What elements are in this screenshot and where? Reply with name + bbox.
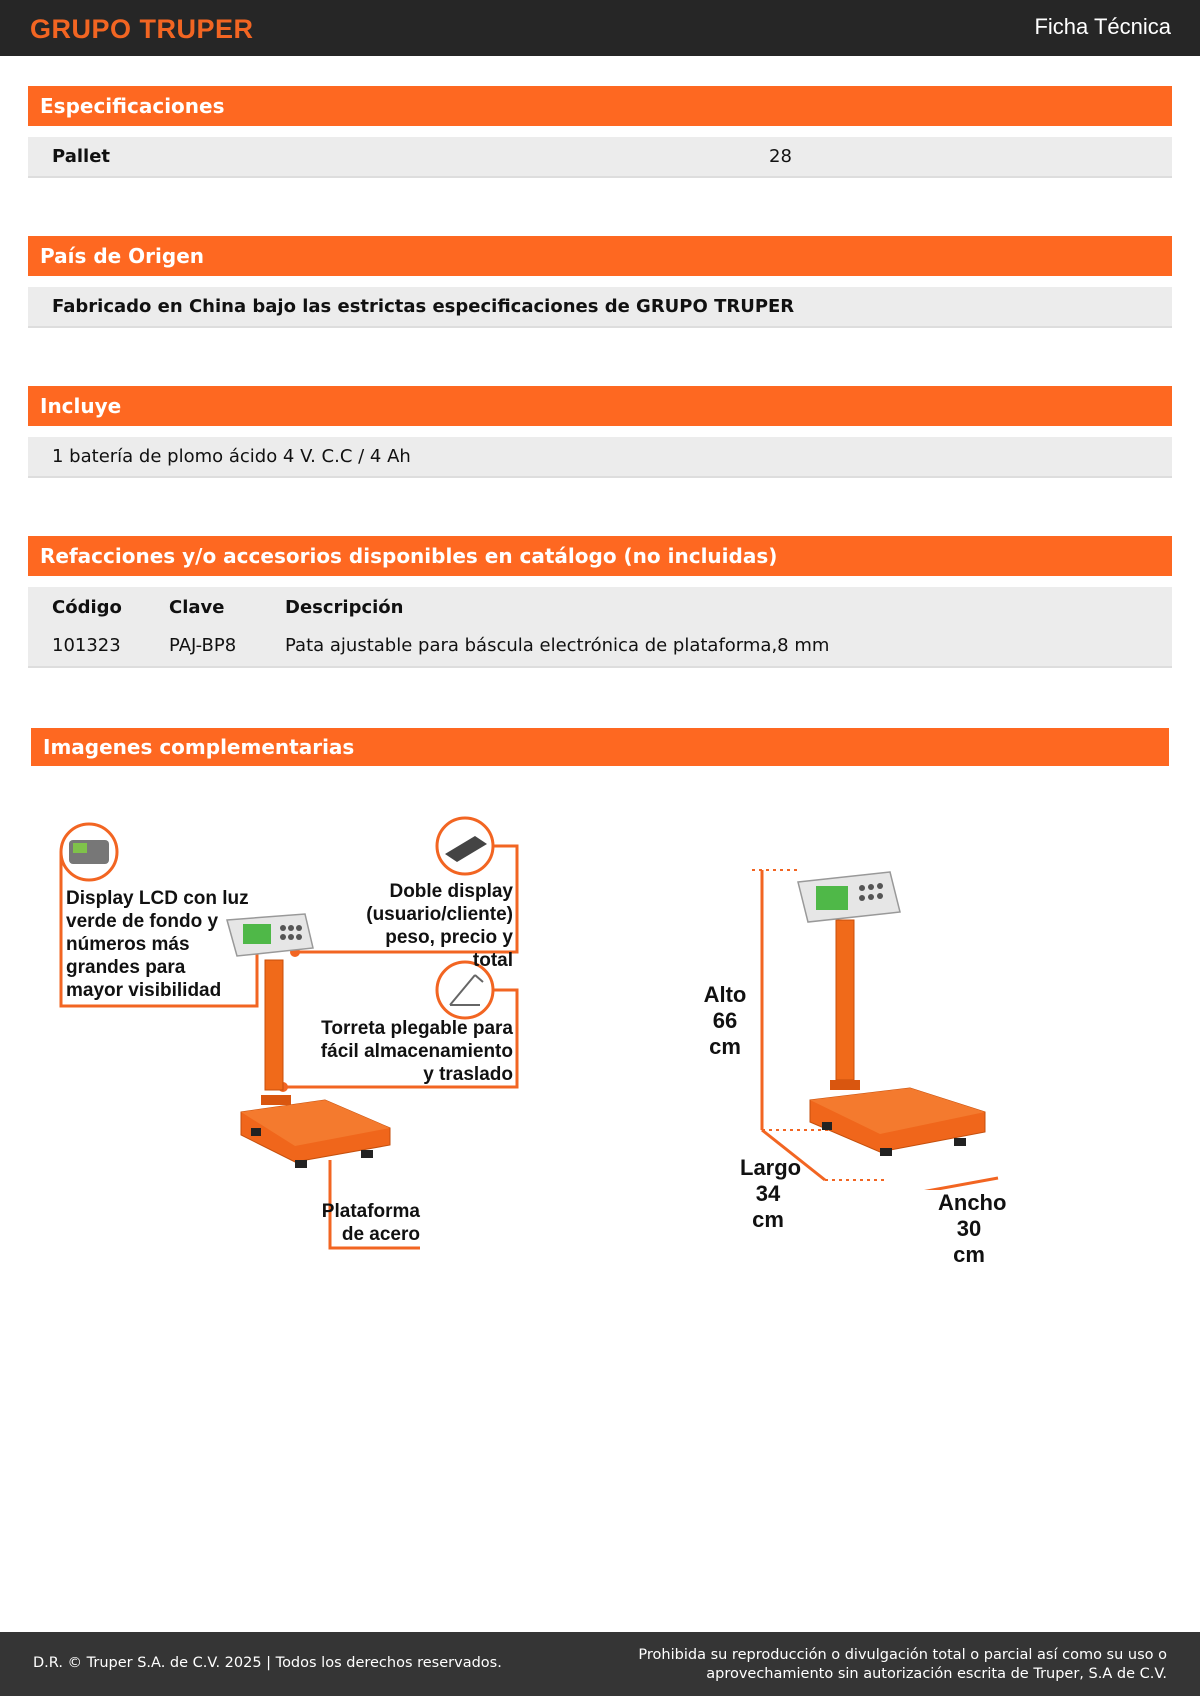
callout-line: Doble display [389, 881, 513, 902]
brand-logo: GRUPO TRUPER [30, 14, 254, 44]
callout-display-lcd [66, 887, 249, 1002]
refacciones-table [28, 587, 1172, 668]
spec-value: 28 [769, 146, 792, 167]
row-clave: PAJ-BP8 [169, 635, 237, 656]
dimension-label: Largo [740, 1155, 802, 1180]
footer-legal-line: Prohibida su reproducción o divulgación total o parcial así como su uso o [638, 1647, 1167, 1663]
callout-doble-display [350, 880, 513, 972]
footer [0, 1632, 1200, 1696]
top-bar [0, 0, 1200, 56]
section-imagenes-header: Imagenes complementarias [31, 728, 1169, 766]
table-header-descripcion: Descripción [285, 597, 404, 618]
table-header-clave: Clave [169, 597, 225, 618]
callout-line: grandes para [66, 957, 186, 978]
callout-line: verde de fondo y [66, 911, 219, 932]
dimension-largo [740, 1155, 802, 1233]
dimension-alto [697, 982, 753, 1060]
origen-row [28, 287, 1172, 328]
dimension-label: Ancho [938, 1190, 1007, 1215]
spec-label: Pallet [52, 146, 111, 167]
dimension-value: 34 cm [752, 1181, 784, 1232]
section-origen-header: País de Origen [28, 236, 1172, 276]
scale-dimensions-illustration [740, 860, 1010, 1190]
table-header-codigo: Código [52, 597, 122, 618]
callout-line: y traslado [423, 1064, 513, 1085]
footer-copyright: D.R. © Truper S.A. de C.V. 2025 | Todos los derechos reservados. [33, 1655, 502, 1671]
dimension-ancho [938, 1190, 1007, 1268]
callout-line: Plataforma [321, 1201, 420, 1222]
callout-line: números más [66, 934, 190, 955]
callout-line: Torreta plegable para [321, 1018, 513, 1039]
footer-legal [638, 1646, 1167, 1684]
footer-legal-line: aprovechamiento sin autorización escrita de Truper, S.A de C.V. [706, 1666, 1167, 1682]
dimension-value: 30 cm [953, 1216, 985, 1267]
table-row [28, 627, 1172, 665]
section-incluye-header: Incluye [28, 386, 1172, 426]
dimension-value: 66 cm [709, 1008, 741, 1059]
callout-torreta [320, 1017, 513, 1086]
callout-line: mayor visibilidad [66, 980, 222, 1001]
spec-row-pallet [28, 137, 1172, 178]
dimension-label: Alto [703, 982, 747, 1007]
row-descripcion: Pata ajustable para báscula electrónica de plataforma,8 mm [285, 635, 830, 656]
callout-plataforma [320, 1200, 420, 1246]
origen-text: Fabricado en China bajo las estrictas especificaciones de GRUPO TRUPER [52, 296, 795, 317]
callout-line: Display LCD con luz [66, 888, 249, 909]
callout-line: peso, precio y total [385, 927, 513, 971]
section-refacciones-header: Refacciones y/o accesorios disponibles en catálogo (no incluidas) [28, 536, 1172, 576]
incluye-text: 1 batería de plomo ácido 4 V. C.C / 4 Ah [52, 446, 411, 467]
callout-line: de acero [341, 1224, 420, 1245]
row-codigo: 101323 [52, 635, 121, 656]
callout-line: (usuario/cliente) [366, 904, 513, 925]
section-especificaciones-header: Especificaciones [28, 86, 1172, 126]
callout-line: fácil almacenamiento [320, 1041, 513, 1062]
incluye-row [28, 437, 1172, 478]
document-title: Ficha Técnica [1034, 14, 1171, 39]
